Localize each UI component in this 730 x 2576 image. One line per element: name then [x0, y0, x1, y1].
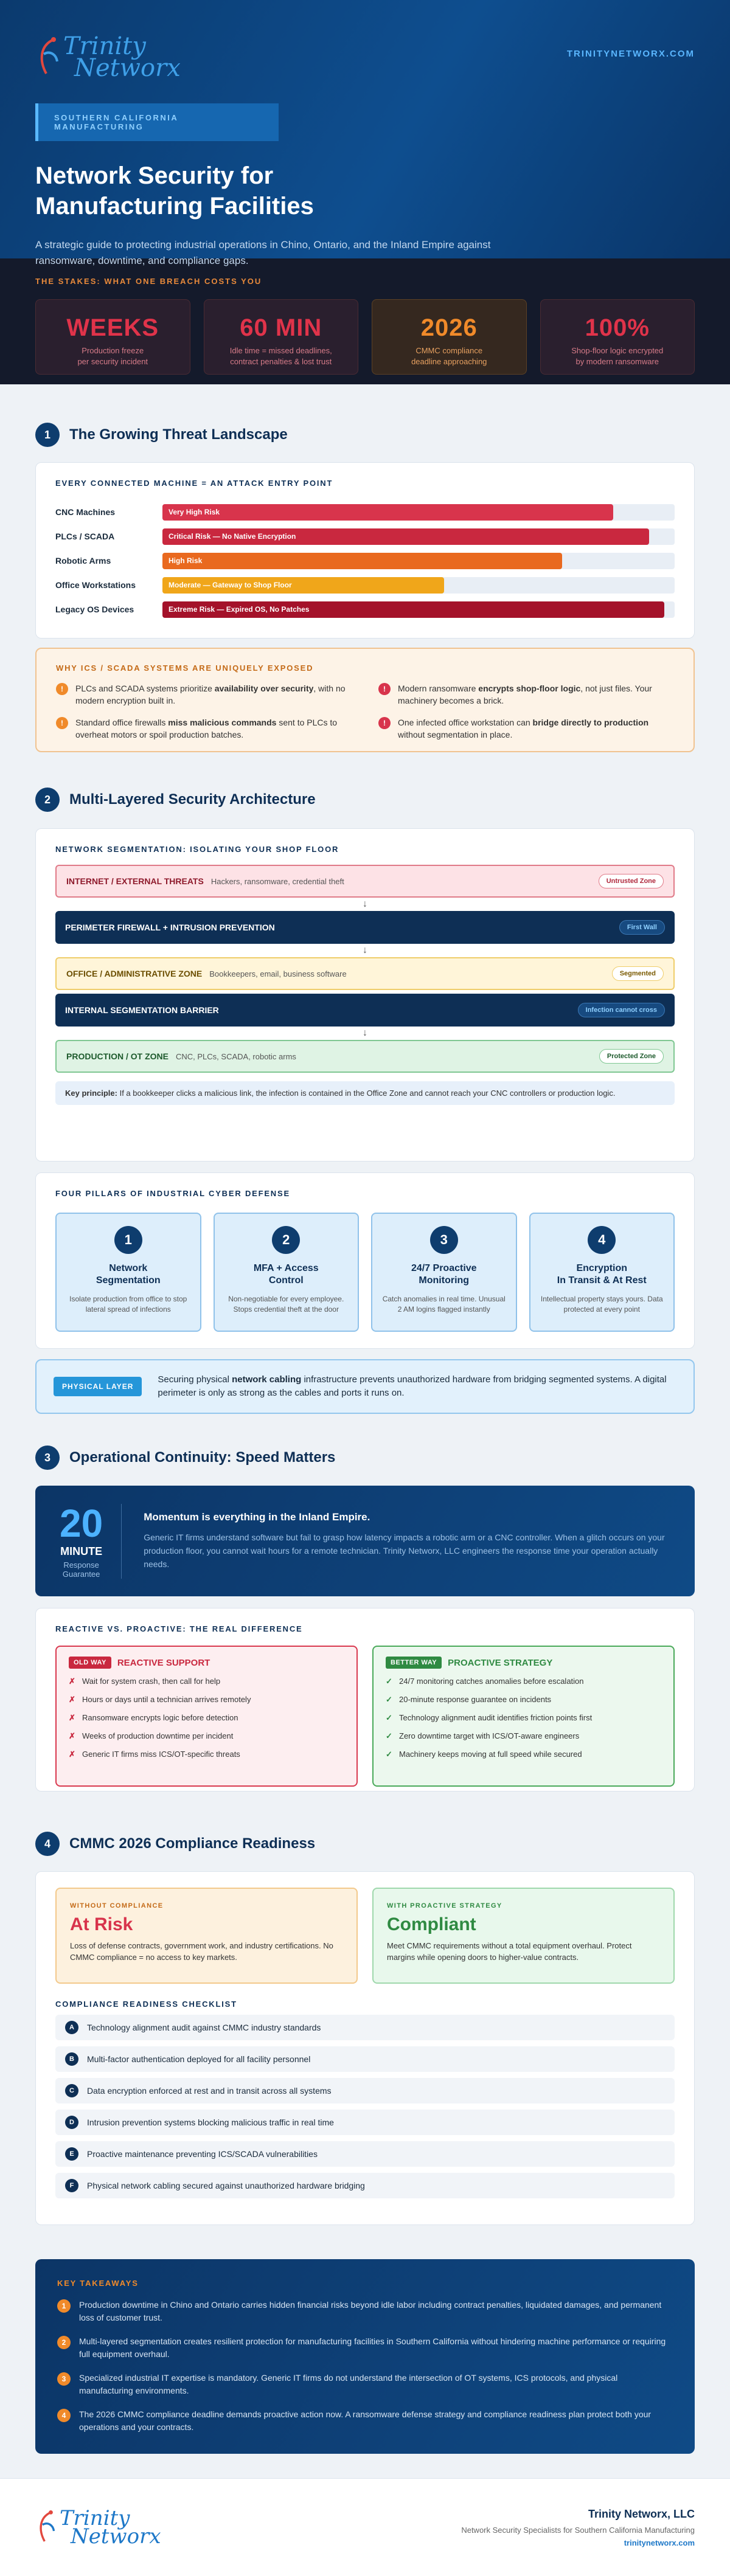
takeaway-text: Production downtime in Chino and Ontario carries hidden financial risks beyond idle labor including contract penalties, liquidated damages, and permanent loss of customer trust. [79, 2300, 662, 2322]
response-stat [60, 1501, 122, 1579]
checklist-letter: E [65, 2147, 78, 2161]
zone-badge: First Wall [619, 920, 665, 935]
proactive-item [386, 1694, 661, 1705]
stake-card [540, 299, 695, 375]
stakes-title: THE STAKES: WHAT ONE BREACH COSTS YOU [35, 277, 262, 286]
reactive-box [55, 1646, 358, 1787]
why-item [56, 716, 352, 741]
pillar-card [55, 1213, 201, 1332]
takeaway-item [57, 2408, 673, 2434]
checklist-item [55, 2078, 675, 2103]
proactive-item-text: 20-minute response guarantee on incidents [399, 1695, 552, 1704]
risk-bar-label: Legacy OS Devices [55, 604, 134, 614]
key-principle-label: Key principle: [65, 1089, 117, 1098]
stake-card [35, 299, 190, 375]
takeaway-number: 2 [57, 2336, 71, 2349]
compliance-card [35, 1871, 695, 2225]
why-title: WHY ICS / SCADA SYSTEMS ARE UNIQUELY EXPOSED [56, 663, 314, 673]
risk-bar-row [55, 500, 675, 524]
logo-icon [35, 2509, 56, 2546]
footer [0, 2478, 730, 2576]
reactive-badge: OLD WAY [69, 1657, 111, 1669]
takeaway-text: The 2026 CMMC compliance deadline demands proactive action now. A ransomware defense strategy and compliance readiness plan protect both your operations and your contracts. [79, 2409, 652, 2432]
checklist-item [55, 2046, 675, 2072]
footer-company: Trinity Networx, LLC [588, 2507, 695, 2520]
at-risk-box [55, 1888, 358, 1984]
zone-office [55, 957, 675, 990]
segmentation-card [35, 828, 695, 1162]
section-3-header [0, 1446, 370, 1470]
cross-icon: ✗ [69, 1677, 75, 1686]
footer-wordmark [60, 2506, 161, 2549]
compliant-desc: Meet CMMC requirements without a total equipment overhaul. Protect margins while opening doors to higher-value contracts. [387, 1941, 632, 1962]
pillar-number: 1 [114, 1226, 142, 1254]
at-risk-status: At Risk [70, 1914, 133, 1934]
checklist-letter: A [65, 2021, 78, 2034]
reactive-item [69, 1749, 344, 1760]
risk-bar-row [55, 549, 675, 573]
why-item [378, 682, 674, 707]
proactive-list [386, 1676, 661, 1760]
pillar-desc: Non-negotiable for every employee. Stops credential theft at the door [228, 1295, 344, 1314]
stake-desc: CMMC compliance deadline approaching [411, 346, 487, 366]
at-risk-desc: Loss of defense contracts, government work, and industry certifications. No CMMC compliance = no access to key markets. [70, 1941, 333, 1962]
check-icon: ✓ [386, 1731, 392, 1740]
section-title: Multi-Layered Security Architecture [69, 791, 316, 808]
pillar-title: Encryption In Transit & At Rest [557, 1263, 647, 1286]
logo[interactable] [35, 32, 181, 82]
checklist-text: Physical network cabling secured against unauthorized hardware bridging [87, 2181, 365, 2190]
zone-title: OFFICE / ADMINISTRATIVE ZONE [66, 969, 203, 978]
response-number: 20 [60, 1501, 103, 1545]
checklist-text: Intrusion prevention systems blocking malicious traffic in real time [87, 2117, 334, 2127]
stakes-section [0, 258, 730, 384]
speed-text: Generic IT firms understand software but fail to grasp how latency impacts a robotic arm or a CNC controller. When a glitch occurs on your production floor, you cannot wait hours for a remote technician. Trinity Networx, LLC engineers the response time your operation actually needs. [144, 1532, 665, 1569]
section-title: Operational Continuity: Speed Matters [69, 1449, 336, 1466]
risk-bar-track [162, 577, 675, 594]
zone-badge: Protected Zone [599, 1049, 664, 1064]
takeaway-text: Multi-layered segmentation creates resilient protection for manufacturing facilities in Southern California without hindering machine performance or requiring full equipment overhaul. [79, 2336, 666, 2359]
takeaway-item [57, 2372, 673, 2397]
card-label: EVERY CONNECTED MACHINE = AN ATTACK ENTRY POINT [55, 479, 333, 488]
takeaway-number: 3 [57, 2372, 71, 2386]
why-list [56, 682, 674, 741]
pillar-number: 3 [430, 1226, 458, 1254]
proactive-item [386, 1749, 661, 1760]
pillar-card [214, 1213, 360, 1332]
stake-card [204, 299, 359, 375]
stake-card [372, 299, 527, 375]
reactive-item [69, 1712, 344, 1723]
pillar-card [371, 1213, 517, 1332]
risk-bars [55, 500, 675, 621]
zone-desc: Hackers, ransomware, credential theft [210, 876, 344, 886]
risk-bar: Very High Risk [162, 504, 613, 521]
at-risk-label: WITHOUT COMPLIANCE [70, 1902, 164, 1909]
zone-barrier [55, 994, 675, 1027]
logo-wordmark [63, 32, 181, 82]
page-title [35, 161, 695, 221]
reactive-title: REACTIVE SUPPORT [117, 1657, 210, 1668]
pillar-desc: Isolate production from office to stop lateral spread of infections [69, 1295, 187, 1314]
compliance-checklist [55, 2015, 675, 2198]
speed-heading: Momentum is everything in the Inland Empire. [144, 1511, 370, 1523]
check-icon: ✓ [386, 1713, 392, 1722]
reactive-item-text: Ransomware encrypts logic before detection [82, 1713, 238, 1722]
stake-value: 100% [585, 314, 650, 341]
zone-production [55, 1040, 675, 1073]
footer-logo[interactable] [35, 2506, 161, 2549]
proactive-item [386, 1731, 661, 1742]
title-line1: Network Security for [35, 162, 274, 189]
flow-arrow: ↓ [363, 945, 367, 955]
proactive-item-text: Zero downtime target with ICS/OT-aware engineers [399, 1731, 580, 1740]
hero [0, 0, 730, 266]
key-principle [55, 1081, 675, 1105]
title-line2: Manufacturing Facilities [35, 193, 314, 220]
why-text: One infected office workstation can bridge directly to production without segmentation in place. [398, 718, 649, 739]
zone-desc: Bookkeepers, email, business software [209, 969, 347, 978]
zone-badge: Segmented [612, 966, 664, 981]
checklist-letter: C [65, 2084, 78, 2097]
reactive-list [69, 1676, 344, 1760]
why-item [378, 716, 674, 741]
pillar-number: 2 [272, 1226, 300, 1254]
takeaway-item [57, 2299, 673, 2324]
checklist-item [55, 2110, 675, 2135]
stake-desc: Shop-floor logic encrypted by modern ransomware [571, 346, 664, 366]
zone-stack [55, 865, 675, 1073]
checklist-item [55, 2015, 675, 2040]
section-number: 3 [35, 1446, 60, 1470]
pillar-number: 4 [588, 1226, 616, 1254]
proactive-box [372, 1646, 675, 1787]
logo-line1: Trinity [63, 32, 146, 60]
pillar-title: 24/7 Proactive Monitoring [411, 1263, 477, 1286]
pillars-list [55, 1213, 675, 1332]
alert-icon: ! [56, 683, 68, 695]
risk-bar-track [162, 528, 675, 545]
section-title: CMMC 2026 Compliance Readiness [69, 1835, 316, 1852]
risk-bar: Extreme Risk — Expired OS, No Patches [162, 601, 664, 618]
alert-icon: ! [378, 717, 391, 729]
hero-lead: A strategic guide to protecting industrial operations in Chino, Ontario, and the Inland Empire against ransomware, downtime, and compliance gaps. [35, 239, 491, 266]
checklist-item [55, 2173, 675, 2198]
alert-icon: ! [56, 717, 68, 729]
takeaway-text: Specialized industrial IT expertise is mandatory. Generic IT firms do not understand the intersection of OT systems, ICS protocols, and physical manufacturing environments. [79, 2373, 618, 2395]
why-box [35, 648, 695, 752]
proactive-item [386, 1712, 661, 1723]
site-url-link[interactable]: TRINITYNETWORX.COM [566, 49, 695, 59]
zone-firewall [55, 911, 675, 944]
cross-icon: ✗ [69, 1731, 75, 1740]
section-title: The Growing Threat Landscape [69, 426, 288, 443]
stake-value: 60 MIN [240, 314, 322, 341]
risk-bar-label: CNC Machines [55, 507, 116, 517]
risk-bar-row [55, 524, 675, 549]
section-number: 4 [35, 1832, 60, 1856]
key-takeaways [35, 2259, 695, 2454]
reactive-item-text: Weeks of production downtime per incident [82, 1731, 234, 1740]
proactive-item [386, 1676, 661, 1687]
card-label: REACTIVE VS. PROACTIVE: THE REAL DIFFERENCE [55, 1624, 303, 1633]
proactive-item-text: Machinery keeps moving at full speed while secured [399, 1750, 582, 1759]
zone-title: INTERNET / EXTERNAL THREATS [66, 876, 204, 886]
checklist-text: Technology alignment audit against CMMC industry standards [87, 2023, 321, 2032]
risk-bar-row [55, 573, 675, 597]
stake-value: WEEKS [66, 314, 159, 341]
checklist-text: Multi-factor authentication deployed for all facility personnel [87, 2054, 311, 2064]
takeaways-title: KEY TAKEAWAYS [57, 2279, 139, 2288]
risk-bar-track [162, 601, 675, 618]
takeaways-list [57, 2299, 673, 2434]
stake-desc: Idle time = missed deadlines, contract penalties & lost trust [229, 346, 332, 366]
check-icon: ✓ [386, 1677, 392, 1686]
logo-icon [35, 36, 60, 78]
logo-line1: Trinity [60, 2506, 130, 2530]
risk-chart-card [35, 462, 695, 639]
alert-icon: ! [378, 683, 391, 695]
card-label: NETWORK SEGMENTATION: ISOLATING YOUR SHOP FLOOR [55, 845, 339, 854]
pillars-card [35, 1172, 695, 1349]
zone-badge: Untrusted Zone [599, 874, 664, 888]
check-icon: ✓ [386, 1695, 392, 1704]
cross-icon: ✗ [69, 1713, 75, 1722]
zone-title: PRODUCTION / OT ZONE [66, 1051, 169, 1061]
checklist-item [55, 2141, 675, 2167]
takeaway-number: 4 [57, 2409, 71, 2422]
cross-icon: ✗ [69, 1750, 75, 1759]
response-guarantee-banner [35, 1486, 695, 1596]
zone-desc: CNC, PLCs, SCADA, robotic arms [176, 1051, 296, 1061]
pillar-desc: Catch anomalies in real time. Unusual 2 AM logins flagged instantly [382, 1295, 506, 1314]
checklist-text: Proactive maintenance preventing ICS/SCADA vulnerabilities [87, 2149, 318, 2159]
reactive-item [69, 1694, 344, 1705]
compliant-status: Compliant [387, 1914, 476, 1934]
risk-bar-track [162, 504, 675, 521]
pillar-card [529, 1213, 675, 1332]
proactive-item-text: Technology alignment audit identifies friction points first [399, 1713, 593, 1722]
comparison-card [35, 1608, 695, 1792]
compliant-box [372, 1888, 675, 1984]
flow-arrow: ↓ [363, 1028, 367, 1038]
response-unit: MINUTE [60, 1545, 103, 1557]
logo-line2: Networx [74, 54, 181, 82]
stake-desc: Production freeze per security incident [77, 346, 148, 366]
reactive-item-text: Wait for system crash, then call for help [82, 1677, 221, 1686]
physical-layer-banner [35, 1359, 695, 1414]
checklist-text: Data encryption enforced at rest and in transit across all systems [87, 2086, 332, 2096]
risk-bar-label: PLCs / SCADA [55, 531, 115, 541]
footer-tagline: Network Security Specialists for Southern California Manufacturing [461, 2525, 695, 2535]
checklist-letter: F [65, 2179, 78, 2192]
why-text: Modern ransomware encrypts shop-floor logic, not just files. Your machinery becomes a brick. [398, 684, 652, 705]
pillar-desc: Intellectual property stays yours. Data protected at every point [540, 1295, 663, 1314]
risk-bar: Critical Risk — No Native Encryption [162, 528, 649, 545]
why-item [56, 682, 352, 707]
why-text: PLCs and SCADA systems prioritize availability over security, with no modern encryption built in. [75, 684, 346, 705]
footer-url-link[interactable]: trinitynetworx.com [624, 2538, 695, 2547]
section-number: 1 [35, 423, 60, 447]
section-2-header [0, 788, 351, 812]
section-1-header [0, 423, 323, 447]
logo-line2: Networx [71, 2524, 161, 2549]
flow-arrow: ↓ [363, 899, 367, 909]
zone-title: INTERNAL SEGMENTATION BARRIER [65, 1005, 219, 1015]
proactive-title: PROACTIVE STRATEGY [448, 1657, 553, 1668]
reactive-item-text: Generic IT firms miss ICS/OT-specific threats [82, 1750, 240, 1759]
stake-value: 2026 [420, 314, 478, 341]
reactive-item-text: Hours or days until a technician arrives remotely [82, 1695, 251, 1704]
pillar-title: MFA + Access Control [253, 1263, 319, 1286]
proactive-badge: BETTER WAY [386, 1657, 442, 1669]
risk-bar: High Risk [162, 553, 562, 569]
checklist-label: COMPLIANCE READINESS CHECKLIST [55, 2000, 237, 2009]
compliant-label: WITH PROACTIVE STRATEGY [387, 1902, 502, 1909]
section-number: 2 [35, 788, 60, 812]
risk-bar: Moderate — Gateway to Shop Floor [162, 577, 444, 594]
reactive-item [69, 1731, 344, 1742]
check-icon: ✓ [386, 1750, 392, 1759]
risk-bar-track [162, 553, 675, 569]
takeaway-number: 1 [57, 2299, 71, 2313]
key-principle-text: If a bookkeeper clicks a malicious link, the infection is contained in the Office Zone and cannot reach your CNC controllers or production logic. [117, 1089, 616, 1098]
risk-bar-row [55, 597, 675, 621]
why-text: Standard office firewalls miss malicious commands sent to PLCs to overheat motors or spoil production batches. [75, 718, 338, 739]
response-label: Response Guarantee [62, 1560, 100, 1579]
region-tag: SOUTHERN CALIFORNIA MANUFACTURING [35, 103, 279, 141]
reactive-item [69, 1676, 344, 1687]
cross-icon: ✗ [69, 1695, 75, 1704]
checklist-letter: B [65, 2052, 78, 2066]
risk-bar-label: Robotic Arms [55, 556, 111, 566]
proactive-item-text: 24/7 monitoring catches anomalies before escalation [399, 1677, 584, 1686]
physical-layer-text: Securing physical network cabling infrastructure prevents unauthorized hardware from bridging segmented systems. A digital perimeter is only as strong as the cables and ports it runs on. [158, 1374, 667, 1398]
section-4-header [0, 1832, 350, 1856]
checklist-letter: D [65, 2116, 78, 2129]
risk-bar-label: Office Workstations [55, 580, 136, 590]
card-label: FOUR PILLARS OF INDUSTRIAL CYBER DEFENSE [55, 1189, 290, 1198]
pillar-title: Network Segmentation [96, 1263, 161, 1286]
zone-title: PERIMETER FIREWALL + INTRUSION PREVENTION [65, 923, 275, 932]
takeaway-item [57, 2335, 673, 2361]
physical-layer-badge: PHYSICAL LAYER [54, 1377, 142, 1396]
zone-internet [55, 865, 675, 898]
zone-badge: Infection cannot cross [578, 1003, 665, 1017]
